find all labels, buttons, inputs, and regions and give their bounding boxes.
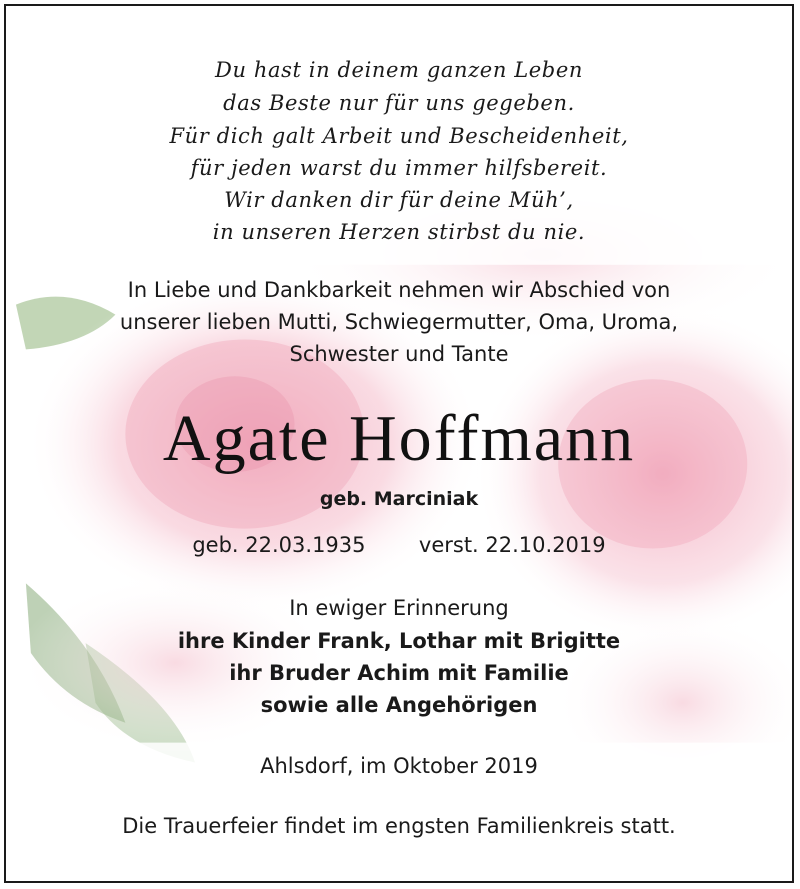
verse-line: für jeden warst du immer hilfsbereit. — [190, 156, 608, 180]
verse-line: in unseren Herzen stirbst du nie. — [212, 220, 586, 244]
death-date: verst. 22.10.2019 — [418, 533, 606, 557]
maiden-name: geb. Marciniak — [319, 488, 479, 510]
mourner-line: ihr Bruder Achim mit Familie — [229, 661, 569, 685]
funeral-note: Die Trauerfeier findet im engsten Familienkreis statt. — [122, 814, 676, 838]
remembrance-line: In ewiger Erinnerung — [289, 596, 509, 620]
deceased-name: Agate Hoffmann — [162, 402, 636, 475]
verse-line: Du hast in deinem ganzen Leben — [215, 58, 583, 82]
mourner-line: sowie alle Angehörigen — [260, 693, 538, 717]
life-dates — [6, 533, 792, 557]
intro-line: In Liebe und Dankbarkeit nehmen wir Abschied von — [127, 278, 671, 302]
obituary-card — [4, 4, 794, 883]
obituary-text — [6, 6, 792, 881]
birth-date: geb. 22.03.1935 — [192, 533, 366, 557]
intro-line: Schwester und Tante — [289, 342, 509, 366]
verse-line: Wir danken dir für deine Müh’, — [224, 188, 574, 212]
mourner-line: ihre Kinder Frank, Lothar mit Brigitte — [177, 629, 621, 653]
verse-line: das Beste nur für uns gegeben. — [223, 91, 575, 115]
place-date: Ahlsdorf, im Oktober 2019 — [260, 754, 538, 778]
intro-line: unserer lieben Mutti, Schwiegermutter, Oma, Uroma, — [119, 310, 679, 334]
verse-line: Für dich galt Arbeit und Bescheidenheit, — [169, 124, 629, 148]
